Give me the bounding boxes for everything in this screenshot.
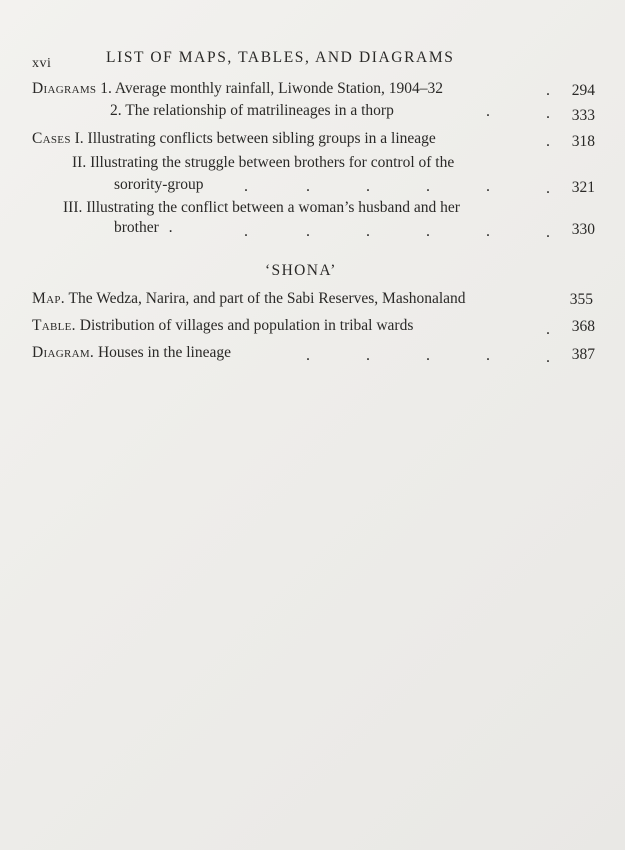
entry-number: I.	[74, 130, 84, 147]
leader-dot: .	[546, 82, 550, 99]
leader-dot: .	[546, 224, 550, 241]
leader-dot: .	[366, 347, 370, 364]
page-number: 368	[571, 318, 595, 335]
entry-text-continuation: brother	[114, 219, 159, 236]
entry-text-continuation: sorority-group	[114, 176, 204, 193]
entry-text: Illustrating the struggle between brothers for control of the	[90, 154, 455, 171]
leader-dot: .	[486, 103, 490, 120]
page-number: 318	[571, 133, 595, 150]
leader-dot: .	[306, 223, 310, 240]
leader-dot: .	[366, 223, 370, 240]
page-number: 294	[571, 82, 595, 99]
entry-number: III.	[63, 199, 83, 216]
entry-text: Illustrating the conflict between a woman’s husband and her	[86, 199, 460, 216]
toc-entry-case-1	[32, 129, 436, 149]
entry-text: The Wedza, Narira, and part of the Sabi Reserves, Mashonaland	[68, 290, 466, 307]
entry-text: Average monthly rainfall, Liwonde Station, 1904–32	[114, 80, 444, 97]
toc-entry-case-3	[63, 198, 460, 218]
leader-dot: .	[546, 180, 550, 197]
toc-entry-case-2-continuation	[114, 175, 204, 195]
toc-entry-table	[32, 316, 413, 336]
leader-dot: .	[546, 133, 550, 150]
leader-dot: .	[426, 347, 430, 364]
entry-text: Distribution of villages and population in tribal wards	[79, 317, 414, 334]
entry-number: 2.	[110, 102, 122, 119]
leader-dot: .	[486, 178, 490, 195]
leader-dot: .	[486, 347, 490, 364]
leader-dot: .	[306, 347, 310, 364]
leader-dot: .	[546, 349, 550, 366]
leader-dot: .	[426, 178, 430, 195]
entry-number: 1.	[100, 80, 112, 97]
page-number: 355	[569, 291, 593, 308]
toc-entry-map	[32, 289, 466, 309]
leader-dot: .	[244, 178, 248, 195]
page-number: 321	[571, 179, 595, 196]
toc-entry-case-2	[72, 153, 454, 173]
toc-entry-diagram-shona	[32, 343, 231, 363]
running-head-title: LIST OF MAPS, TABLES, AND DIAGRAMS	[106, 49, 455, 66]
section-title: ‘SHONA’	[265, 262, 337, 279]
leader-dot: .	[546, 321, 550, 338]
page-number: 387	[571, 346, 595, 363]
page-folio: xvi	[32, 56, 52, 71]
entry-lead: Diagrams	[32, 80, 97, 97]
entry-text: Houses in the lineage	[97, 344, 231, 361]
leader-dot: .	[426, 223, 430, 240]
entry-lead: Map.	[32, 290, 65, 307]
page-number: 333	[571, 107, 595, 124]
entry-lead: Diagram.	[32, 344, 95, 361]
entry-text: Illustrating conflicts between sibling groups in a lineage	[87, 130, 436, 147]
page-number: 330	[571, 221, 595, 238]
entry-lead: Cases	[32, 130, 71, 147]
toc-entry-diagram-2	[110, 101, 394, 121]
leader-dot: .	[244, 223, 248, 240]
entry-number: II.	[72, 154, 87, 171]
toc-entry-case-3-continuation: brother .	[114, 219, 173, 236]
leader-dot: .	[366, 178, 370, 195]
leader-dot: .	[306, 178, 310, 195]
toc-entry-diagram-1	[32, 79, 443, 99]
entry-text: The relationship of matrilineages in a thorp	[125, 102, 394, 119]
entry-lead: Table.	[32, 317, 76, 334]
leader-dot: .	[546, 105, 550, 122]
leader-dot: .	[486, 223, 490, 240]
